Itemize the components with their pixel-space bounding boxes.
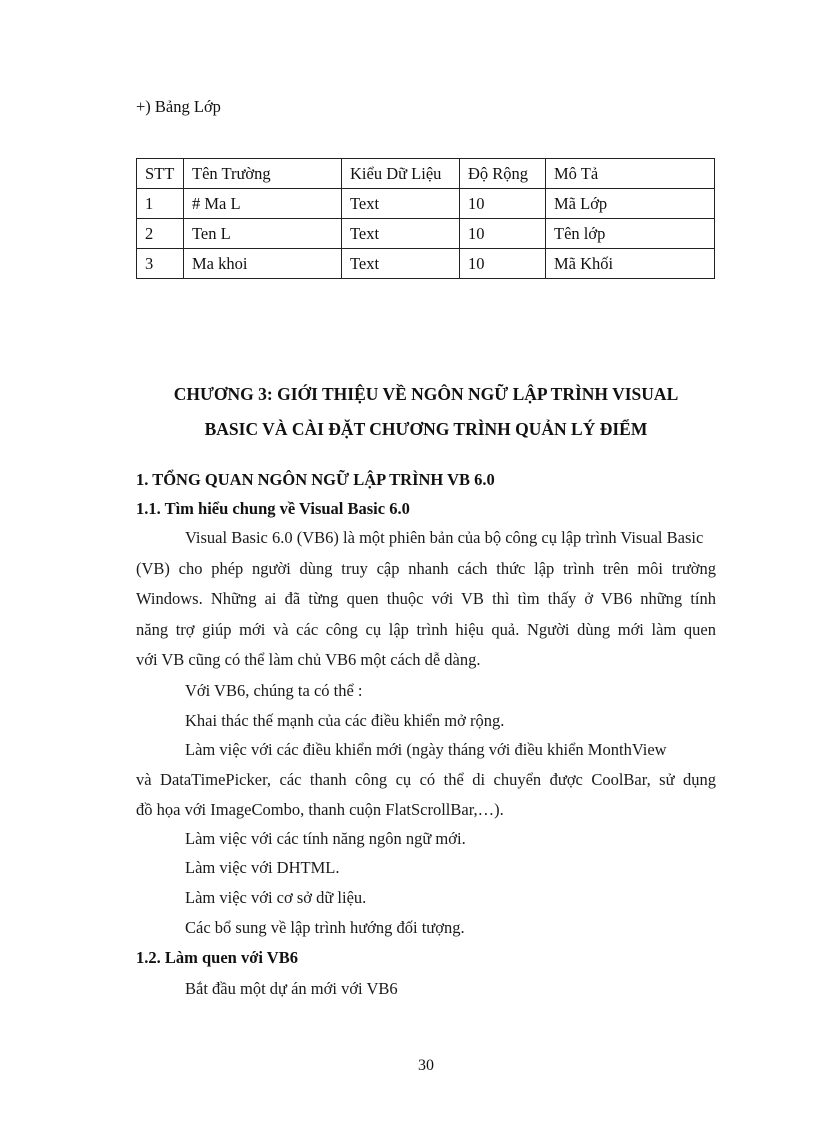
table-cell: 3 — [137, 249, 184, 279]
section-1-heading: 1. TỔNG QUAN NGÔN NGỮ LẬP TRÌNH VB 6.0 — [136, 470, 495, 489]
list-item: Làm việc với cơ sở dữ liệu. — [185, 888, 367, 907]
section-1-1-heading: 1.1. Tìm hiểu chung về Visual Basic 6.0 — [136, 499, 410, 518]
table-label: +) Bảng Lớp — [136, 97, 221, 116]
list-item: Khai thác thế mạnh của các điều khiển mở rộng. — [185, 711, 505, 730]
header-cell: Độ Rộng — [460, 159, 546, 189]
table-cell: 1 — [137, 189, 184, 219]
table-cell: 10 — [460, 189, 546, 219]
list-item: Các bổ sung về lập trình hướng đối tượng. — [185, 918, 465, 937]
list-item-continued: đồ họa với ImageCombo, thanh cuộn FlatScrollBar,…). — [136, 800, 504, 819]
page-number: 30 — [418, 1057, 434, 1074]
table-cell: # Ma L — [184, 189, 342, 219]
list-item: Làm việc với các điều khiển mới (ngày tháng với điều khiển MonthView — [185, 740, 667, 759]
list-intro: Với VB6, chúng ta có thể : — [185, 681, 363, 700]
section-1-2-heading: 1.2. Làm quen với VB6 — [136, 948, 298, 967]
header-cell: STT — [137, 159, 184, 189]
chapter-title-line-2: BASIC VÀ CÀI ĐẶT CHƯƠNG TRÌNH QUẢN LÝ ĐIỂM — [204, 419, 648, 439]
paragraph-line: với VB cũng có thể làm chủ VB6 một cách dễ dàng. — [136, 650, 481, 669]
header-cell: Mô Tả — [546, 159, 715, 189]
header-cell: Kiểu Dữ Liệu — [342, 159, 460, 189]
field-spec-table — [136, 158, 715, 279]
table-row — [137, 219, 715, 249]
table-cell: Text — [342, 219, 460, 249]
table-row — [137, 189, 715, 219]
table-cell: Tên lớp — [546, 219, 715, 249]
table-cell: Text — [342, 189, 460, 219]
table-cell: 10 — [460, 219, 546, 249]
list-item: Làm việc với DHTML. — [185, 858, 340, 877]
table-cell: Ten L — [184, 219, 342, 249]
table-cell: Text — [342, 249, 460, 279]
paragraph-line: Windows. Những ai đã từng quen thuộc với VB thì tìm thấy ở VB6 những tính — [136, 589, 716, 608]
paragraph-line: (VB) cho phép người dùng truy cập nhanh cách thức lập trình trên môi trường — [136, 559, 716, 578]
table-cell: Ma khoi — [184, 249, 342, 279]
table-cell: 10 — [460, 249, 546, 279]
header-cell: Tên Trường — [184, 159, 342, 189]
table-row — [137, 249, 715, 279]
table-cell: Mã Khối — [546, 249, 715, 279]
list-item-continued: và DataTimePicker, các thanh công cụ có thể di chuyển được CoolBar, sử dụng — [136, 770, 716, 789]
table-cell: Mã Lớp — [546, 189, 715, 219]
paragraph-line: năng trợ giúp mới và các công cụ lập trình hiệu quả. Người dùng mới làm quen — [136, 620, 716, 639]
table-header-row — [137, 159, 715, 189]
chapter-title-line-1: CHƯƠNG 3: GIỚI THIỆU VỀ NGÔN NGỮ LẬP TRÌNH VISUAL — [173, 384, 679, 404]
paragraph-line: Visual Basic 6.0 (VB6) là một phiên bản của bộ công cụ lập trình Visual Basic — [185, 528, 704, 547]
paragraph-line: Bắt đầu một dự án mới với VB6 — [185, 979, 398, 998]
list-item: Làm việc với các tính năng ngôn ngữ mới. — [185, 829, 466, 848]
table-cell: 2 — [137, 219, 184, 249]
